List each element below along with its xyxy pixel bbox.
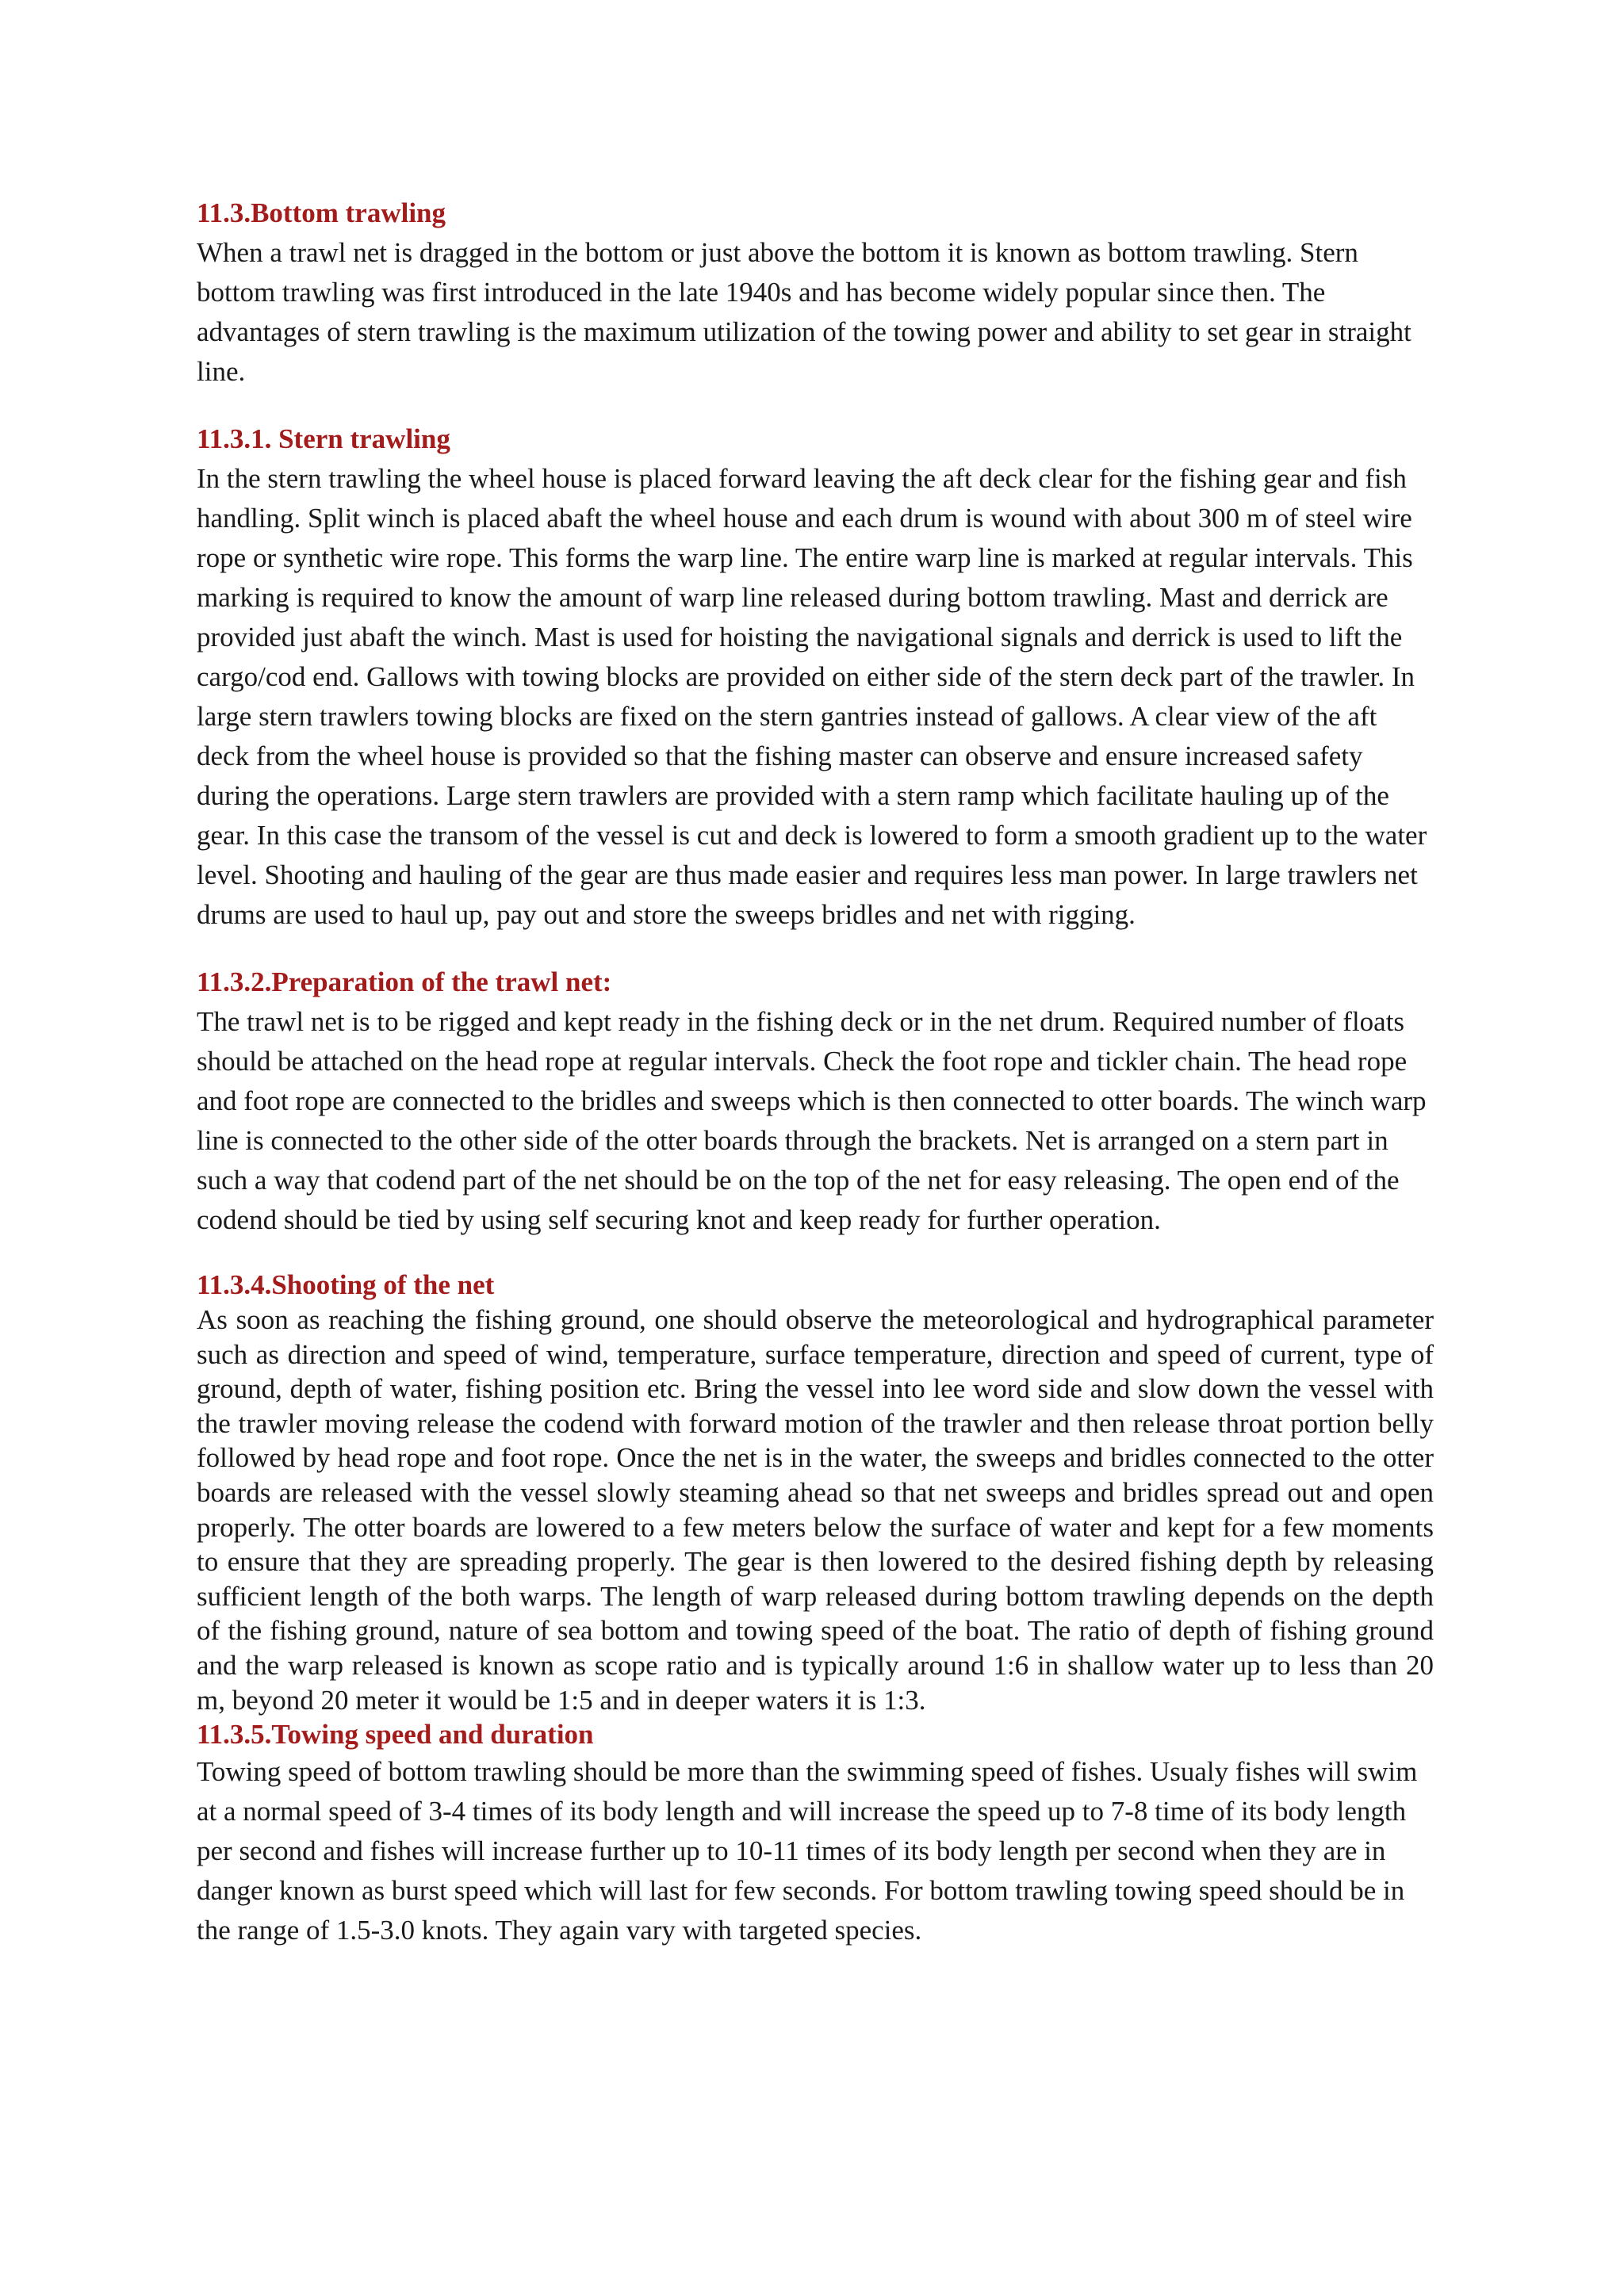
section-paragraph: Towing speed of bottom trawling should be more than the swimming speed of fishes. Usualy fishes will swim at a normal speed of 3-4 times of its body length and will increase the speed up to 7-8 time of its body length per second and fishes will increase further up to 10-11 times of its body length per second when they are in danger known as burst speed which will last for few seconds. For bottom trawling towing speed should be in the range of 1.5-3.0 knots. They again vary with targeted species. [197, 1756, 1418, 1946]
page-content [197, 193, 1434, 1950]
section-spacer [197, 935, 1434, 962]
section-paragraph: In the stern trawling the wheel house is placed forward leaving the aft deck clear for the fishing gear and fish handling. Split winch is placed abaft the wheel house and each drum is wound with about 300 m of steel wire rope or synthetic wire rope. This forms the warp line. The entire warp line is marked at regular intervals. This marking is required to know the amount of warp line released during bottom trawling. Mast and derrick are provided just abaft the winch. Mast is used for hoisting the navigational signals and derrick is used to lift the cargo/cod end. Gallows with towing blocks are provided on either side of the stern deck part of the trawler. In large stern trawlers towing blocks are fixed on the stern gantries instead of gallows. A clear view of the aft deck from the wheel house is provided so that the fishing master can observe and ensure increased safety during the operations. Large stern trawlers are provided with a stern ramp which facilitate hauling up of the gear. In this case the transom of the vessel is cut and deck is lowered to form a smooth gradient up to the water level. Shooting and hauling of the gear are thus made easier and requires less man power. In large trawlers net drums are used to haul up, pay out and store the sweeps bridles and net with rigging. [197, 463, 1427, 930]
section-paragraph: The trawl net is to be rigged and kept ready in the fishing deck or in the net drum. Required number of floats should be attached on the head rope at regular intervals. Check the foot rope and tickler chain. The head rope and foot rope are connected to the bridles and sweeps which is then connected to otter boards. The winch warp line is connected to the other side of the otter boards through the brackets. Net is arranged on a stern part in such a way that codend part of the net should be on the top of the net for easy releasing. The open end of the codend should be tied by using self securing knot and keep ready for further operation. [197, 1006, 1427, 1235]
section-heading: 11.3.2.Preparation of the trawl net: [197, 966, 612, 997]
section-shooting-of-net [197, 1268, 1434, 1717]
section-spacer [197, 392, 1434, 419]
section-paragraph: When a trawl net is dragged in the bottom or just above the bottom it is known as bottom trawling. Stern bottom trawling was first introduced in the late 1940s and has become widely popular since then. The advantages of stern trawling is the maximum utilization of the towing power and ability to set gear in straight line. [197, 237, 1411, 387]
section-paragraph: As soon as reaching the fishing ground, one should observe the meteorological and hydrographical parameter such as direction and speed of wind, temperature, surface temperature, direction and speed of current, type of ground, depth of water, fishing position etc. Bring the vessel into lee word side and slow down the vessel with the trawler moving release the codend with forward motion of the trawler and then release throat portion belly followed by head rope and foot rope. Once the net is in the water, the sweeps and bridles connected to the otter boards are released with the vessel slowly steaming ahead so that net sweeps and bridles spread out and open properly. The otter boards are lowered to a few meters below the surface of water and kept for a few moments to ensure that they are spreading properly. The gear is then lowered to the desired fishing depth by releasing sufficient length of the both warps. The length of warp released during bottom trawling depends on the depth of the fishing ground, nature of sea bottom and towing speed of the boat. The ratio of depth of fishing ground and the warp released is known as scope ratio and is typically around 1:6 in shallow water up to less than 20 m, beyond 20 meter it would be 1:5 and in deeper waters it is 1:3. [197, 1304, 1434, 1716]
section-heading: 11.3.1. Stern trawling [197, 423, 450, 454]
section-heading: 11.3.Bottom trawling [197, 197, 446, 228]
section-towing-speed-and-duration [197, 1717, 1434, 1950]
section-preparation-of-trawl-net [197, 962, 1434, 1240]
section-bottom-trawling [197, 193, 1434, 392]
section-heading: 11.3.5.Towing speed and duration [197, 1719, 594, 1751]
section-spacer [197, 1240, 1434, 1268]
section-heading: 11.3.4.Shooting of the net [197, 1269, 495, 1300]
section-stern-trawling [197, 419, 1434, 935]
